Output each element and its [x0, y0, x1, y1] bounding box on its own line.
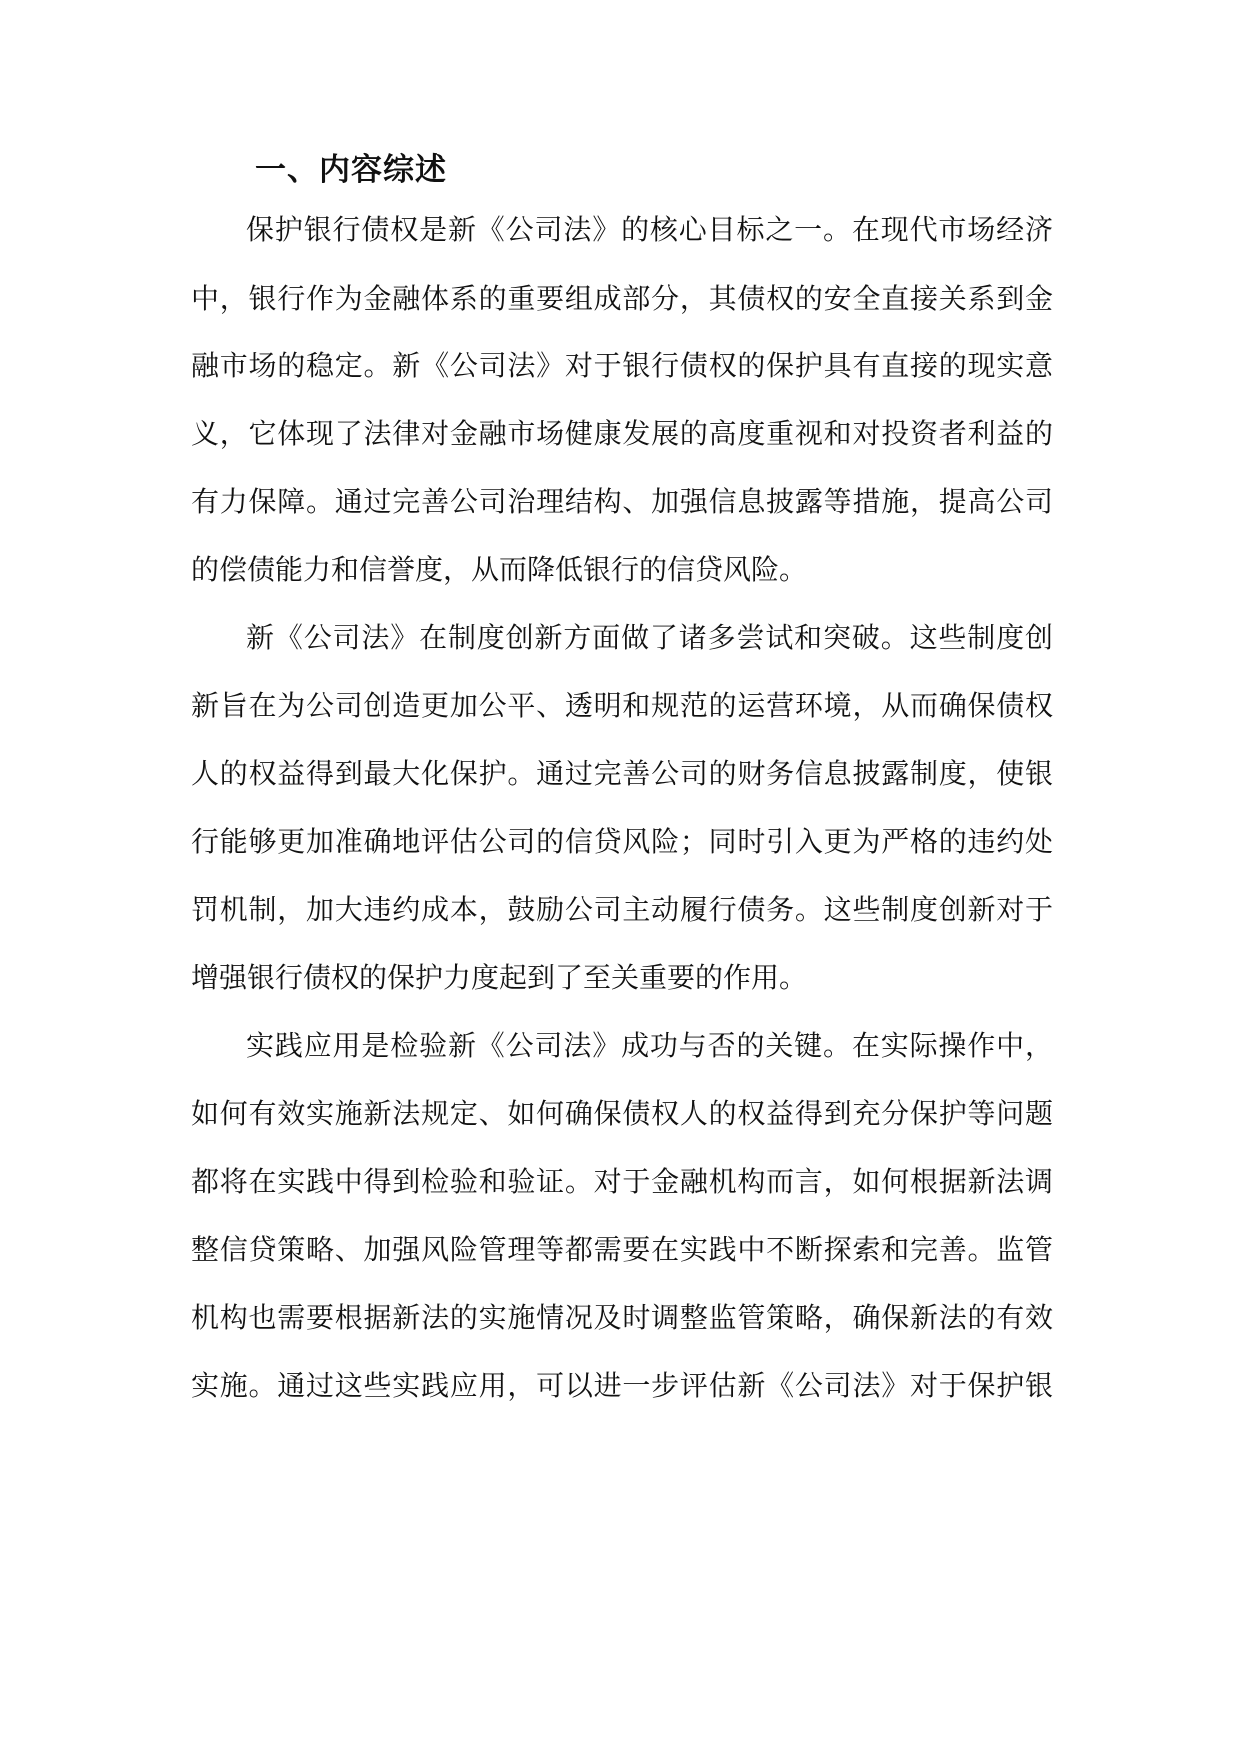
- paragraph-3-line-1: 实践应用是检验新《公司法》成功与否的关键。在实际操作中，: [246, 1029, 1053, 1062]
- paragraph-2-line-6: 增强银行债权的保护力度起到了至关重要的作用。: [191, 961, 808, 994]
- paragraph-1-line-1: 保护银行债权是新《公司法》的核心目标之一。在现代市场经济: [246, 213, 1053, 246]
- paragraph-2-line-3: 人的权益得到最大化保护。通过完善公司的财务信息披露制度，使银: [191, 757, 1053, 790]
- paragraph-1-line-6: 的偿债能力和信誉度，从而降低银行的信贷风险。: [191, 553, 808, 586]
- paragraph-3-line-6: 实施。通过这些实践应用，可以进一步评估新《公司法》对于保护银: [191, 1369, 1053, 1402]
- paragraph-3-line-2: 如何有效实施新法规定、如何确保债权人的权益得到充分保护等问题: [191, 1097, 1053, 1130]
- paragraph-1-line-2: 中，银行作为金融体系的重要组成部分，其债权的安全直接关系到金: [191, 282, 1053, 315]
- paragraph-2-line-4: 行能够更加准确地评估公司的信贷风险；同时引入更为严格的违约处: [191, 825, 1053, 858]
- paragraph-2-line-2: 新旨在为公司创造更加公平、透明和规范的运营环境，从而确保债权: [191, 689, 1053, 722]
- section-heading: 一、内容综述: [255, 152, 447, 188]
- paragraph-1-line-4: 义，它体现了法律对金融市场健康发展的高度重视和对投资者利益的: [191, 417, 1053, 450]
- paragraph-1-line-3: 融市场的稳定。新《公司法》对于银行债权的保护具有直接的现实意: [191, 349, 1053, 382]
- paragraph-2-line-5: 罚机制，加大违约成本，鼓励公司主动履行债务。这些制度创新对于: [191, 893, 1053, 926]
- paragraph-3-line-3: 都将在实践中得到检验和验证。对于金融机构而言，如何根据新法调: [191, 1165, 1053, 1198]
- paragraph-3-line-5: 机构也需要根据新法的实施情况及时调整监管策略，确保新法的有效: [191, 1301, 1053, 1334]
- paragraph-3-line-4: 整信贷策略、加强风险管理等都需要在实践中不断探索和完善。监管: [191, 1233, 1053, 1266]
- paragraph-1-line-5: 有力保障。通过完善公司治理结构、加强信息披露等措施，提高公司: [191, 485, 1053, 518]
- paragraph-2-line-1: 新《公司法》在制度创新方面做了诸多尝试和突破。这些制度创: [246, 621, 1053, 654]
